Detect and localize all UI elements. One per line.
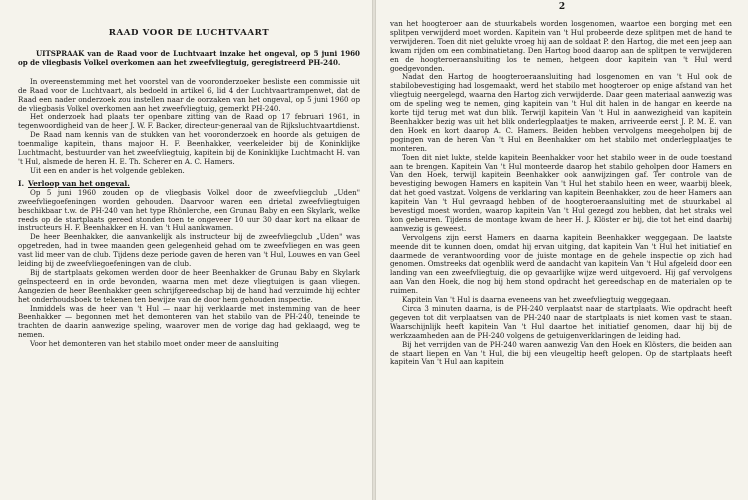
section-heading — [18, 179, 360, 188]
body-paragraph-4: Vervolgens zijn eerst Hamers en daarna kapitein Beenhakker weggegaan. De laatste meende dit te kunnen doen, omdat hij ervan uitging, dat kapitein Van 't Hul het initiatief en daarmede de verantwoording voor de juiste montage en de gehele inspectie op zich had genomen. Omstreeks dat ogenblik werd de aandacht van kapitein Van 't Hul afgeleid door een landing van een zweefvliegtuig, die op gevaarlijke wijze werd uitgevoerd. Hij gaf vervolgens aan Van den Hoek, die nog bij hem stond opdracht het gereedschap en de materialen op te ruimen. — [390, 232, 732, 296]
intro-paragraph-3: De Raad nam kennis van de stukken van het vooronderzoek en hoorde als getuigen de toenmalige kapitein, thans majoor H. F. Beenhakker, veerkeleider bij de Koninklijke Luchtmacht, bestuurder van het zweefvliegtuig, kapitein bij de Koninklijke Luchtmacht H. van 't Hul, alsmede de heren H. E. Th. Scherer en A. C. Hamers. — [18, 130, 360, 166]
body-paragraph-6: Circa 3 minuten daarna, is de PH-240 verplaatst naar de startplaats. Wie opdracht heeft gegeven tot dit verplaatsen van de PH-240 naar de startplaats is niet komen vast te staan. Waarschijnlijk heeft kapitein Van 't Hul daartoe het initiatief genomen, daar hij bij de werkzaamheden aan de PH-240 volgens de getuigenverklaringen de leiding had. — [390, 304, 732, 340]
continued-paragraph: van het hoogteroer aan de stuurkabels worden losgenomen, waartoe een borging met een splitpen verwijderd moet worden. Kapitein van 't Hul probeerde deze splitpen met de hand te verwijderen. Toen dit niet gelukte vroeg hij aan de soldaat P. den Hartog, die met een jeep aan kwam rijden om een combinatietang. Den Hartog bood daarop aan de splitpen te verwijderen en de hoogteroeraansluiting los te nemen, hetgeen door kapitein van 't Hul werd goedgevonden. — [390, 19, 732, 73]
body-paragraph-3: Toen dit niet lukte, stelde kapitein Beenhakker voor het stabilo weer in de oude toestand aan te brengen. Kapitein Van 't Hul monteerde daarop het stabilo geholpen door Hamers en Van den Hoek, terwijl kapitein Beenhakker ook aanwijzingen gaf. Ter controle van de bevestiging bewogen Hamers en kapitein Van 't Hul het stabilo heen en weer, waarbij bleek, dat het goed vastzat. Volgens de verklaring van kapitein Beenhakker, zou de heer Hamers aan kapitein Van 't Hul gevraagd hebben of de hoogteroeraansluiting met de stuurkabel al bevestigd moest worden, waarop kapitein Van 't Hul gezegd zou hebben, dat het straks wel kon gebeuren. Tijdens de montage kwam de heer H. J. Klöster er bij, die tot het eind daarbij aanwezig is geweest. — [390, 152, 732, 233]
ruling-lead: UITSPRAAK van de Raad voor de Luchtvaart inzake het ongeval, op 5 juni 1960 op de vliegbasis Volkel overkomen aan het zweefvliegtuig, geregistreerd PH-240. — [18, 49, 360, 67]
body-paragraph-5: Kapitein Van 't Hul is daarna eveneens van het zweefvliegtuig weggegaan. — [402, 295, 671, 305]
left-page — [0, 0, 372, 500]
right-page — [376, 0, 748, 500]
body-paragraph-2: Nadat den Hartog de hoogteroeraansluiting had losgenomen en van 't Hul ook de stabilobevestiging had losgemaakt, werd het stabilo met hoogteroer op enige afstand van het vliegtuig neergelegd, waarna den Hartog zich verwijderde. Daar geen materiaal aanwezig was om de speling weg te nemen, ging kapitein van 't Hul dit halen in de hangar en keerde na korte tijd terug met wat dun blik. Terwijl kapitein Van 't Hul in aanwezigheid van kapitein Beenhakker bezig was uit het blik onderlegplaatjes te maken, arriveerde eerst J. P. M. E. van den Hoek en kort daarop A. C. Hamers. Beiden hebben vervolgens meegeholpen bij de pogingen van de heren Van 't Hul en Beenhakker om het stabilo met onderlegplaatjes te monteren. — [390, 72, 732, 153]
intro-paragraph-2: Het onderzoek had plaats ter openbare zitting van de Raad op 17 februari 1961, in tegenwoordigheid van de heer J. W. F. Backer, directeur-generaal van de Rijksluchtvaartdienst. — [18, 112, 360, 131]
document-title: RAAD VOOR DE LUCHTVAART — [108, 28, 270, 38]
body-paragraph-7: Bij het verrijden van de PH-240 waren aanwezig Van den Hoek en Klösters, die beiden aan de staart liepen en Van 't Hul, die bij een vleugeltip heeft gelopen. Op de startplaats heeft kapitein Van 't Hul aan kapitein — [390, 339, 732, 367]
section-title: Verloop van het ongeval. — [28, 178, 130, 188]
section-paragraph-2: De heer Beenhakker, die aanvankelijk als instructeur bij de zweefvliegclub „Uden" was opgetreden, had in twee maanden geen gelegenheid gehad om te zweefvliegen en was geen vast lid meer van de club. Tijdens deze periode gaven de heren van 't Hul, Louwes en van Geel leiding bij de zweefvliegoefeningen van de club. — [18, 232, 360, 269]
intro-paragraph-1: In overeenstemming met het voorstel van de vooronderzoeker besliste een commissie uit de Raad voor de Luchtvaart, als bedoeld in artikel 6, lid 4 der Luchtvaartrampenwet, dat de Raad een nader onderzoek zou instellen naar de oorzaken van het ongeval, op 5 juni 1960 op de vliegbasis Volkel overkomen aan het zweefvliegtuig, gemerkt PH-240. — [18, 76, 360, 113]
section-paragraph-3: Bij de startplaats gekomen werden door de heer Beenhakker de Grunau Baby en Skylark geïnspecteerd en in orde bevonden, waarna men met deze vliegtuigen is gaan vliegen. Aangezien de heer Beenhakker geen schrijfgereedschap bij de hand had verzuimde hij echter het onderhoudsboek te tekenen ten bewijze van de door hem gehouden inspectie. — [18, 267, 360, 304]
section-paragraph-5: Voor het demonteren van het stabilo moet onder meer de aansluiting — [30, 339, 279, 349]
section-paragraph-1: Op 5 juni 1960 zouden op de vliegbasis Volkel door de zweefvliegclub „Uden" zweefvliegoefeningen worden gehouden. Daarvoor waren een drietal zweefvliegtuigen beschikbaar t.w. de PH-240 van het type Rhönlerche, een Grunau Baby en een Skylark, welke reeds op de startplaats gereed stonden toen te ongeveer 10 uur 30 daar kort na elkaar de instructeurs H. F. Beenhakker en H. van 't Hul aankwamen. — [18, 187, 360, 233]
intro-paragraph-4: Uit een en ander is het volgende gebleken. — [30, 165, 185, 175]
section-paragraph-4: Inmiddels was de heer van 't Hul — naar hij verklaarde met instemming van de heer Beenhakker — begonnen met het demonteren van het stabilo van de PH-240, teneinde te trachten de daarin aanwezige speling, waarover men de vorige dag had geklaagd, weg te nemen. — [18, 303, 360, 340]
right-page-content — [390, 20, 732, 367]
page-number: 2 — [558, 2, 566, 12]
section-number: I. — [18, 178, 25, 188]
left-page-content — [18, 28, 360, 349]
